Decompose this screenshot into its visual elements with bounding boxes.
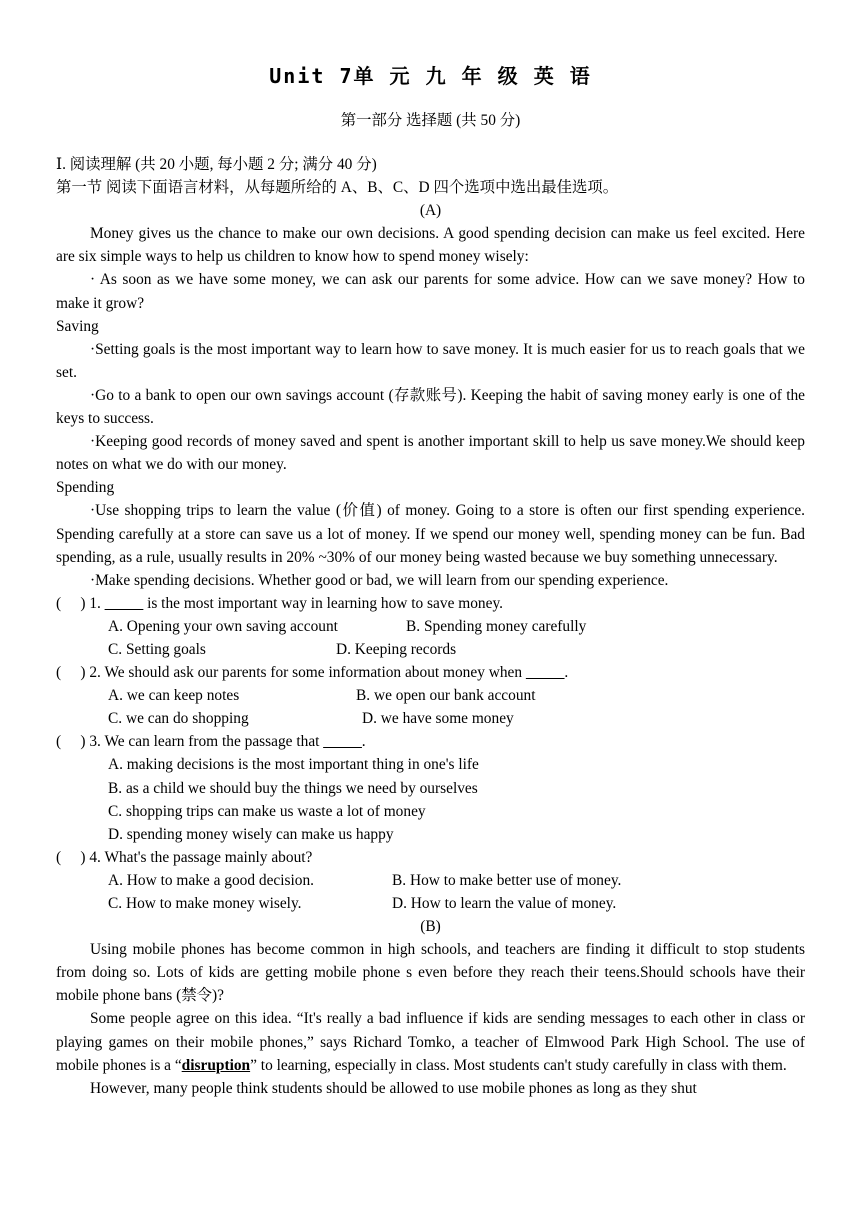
- page-title: Unit 7单 元 九 年 级 英 语: [269, 64, 592, 88]
- question-2-options-row: [56, 707, 805, 730]
- option-b: B. we open our bank account: [356, 687, 536, 705]
- option-a: A. How to make a good decision.: [108, 871, 315, 889]
- question-4: ( ) 4. What's the passage mainly about?: [56, 848, 313, 866]
- underlined-word: disruption: [181, 1056, 251, 1074]
- section-instruction: 第一节 阅读下面语言材料，从每题所给的 A、B、C、D 四个选项中选出最佳选项。: [56, 179, 619, 197]
- question-1: ( ) 1. _____ is the most important way in learning how to save money.: [56, 594, 503, 612]
- option-c: C. shopping trips can make us waste a lot of money: [108, 802, 426, 820]
- option-b: B. Spending money carefully: [406, 617, 587, 635]
- option-a: A. we can keep notes: [108, 687, 240, 705]
- passage-b-paragraph: However, many people think students should be allowed to use mobile phones as long as they shut: [90, 1079, 697, 1097]
- question-2: ( ) 2. We should ask our parents for some information about money when _____.: [56, 664, 569, 682]
- passage-a-label: (A): [419, 202, 442, 220]
- passage-a-paragraph: ·Make spending decisions. Whether good or bad, we will learn from our spending experience.: [90, 571, 669, 589]
- passage-a-paragraph: ·Keeping good records of money saved and spent is another important skill to help us save money.We should keep notes on what we do with our money.: [56, 433, 805, 474]
- option-c: C. Setting goals: [108, 640, 206, 658]
- passage-a-paragraph: ·Use shopping trips to learn the value (价值) of money. Going to a store is often our first spending experience. Spending carefully at a store can save us a lot of money. If we spend our money well, spending money can be fun. Bad spending, as a rule, usually results in 20% ~30% of our money being wasted because we buy something unnecessary.: [56, 502, 805, 566]
- question-1-options-row: [56, 615, 805, 638]
- option-a: A. making decisions is the most important thing in one's life: [108, 756, 479, 774]
- question-4-options-row: [56, 869, 805, 892]
- subheading-saving: Saving: [56, 317, 99, 335]
- option-c: C. we can do shopping: [108, 710, 249, 728]
- option-a: A. Opening your own saving account: [108, 617, 338, 635]
- option-b: B. How to make better use of money.: [392, 871, 622, 889]
- passage-a-paragraph: ·Go to a bank to open our own savings account (存款账号). Keeping the habit of saving money early is one of the keys to success.: [56, 386, 805, 428]
- question-3: ( ) 3. We can learn from the passage that _____.: [56, 733, 366, 751]
- passage-b-label: (B): [420, 918, 441, 936]
- section-heading: Ⅰ. 阅读理解 (共 20 小题, 每小题 2 分; 满分 40 分): [56, 156, 377, 173]
- subheading-spending: Spending: [56, 479, 115, 497]
- passage-a-paragraph: Money gives us the chance to make our own decisions. A good spending decision can make us feel excited. Here are six simple ways to help us children to know how to spend money wisely:: [56, 225, 805, 266]
- option-d: D. spending money wisely can make us happy: [108, 825, 394, 843]
- passage-b-paragraph: Some people agree on this idea. “It's really a bad influence if kids are sending messages to each other in class or playing games on their mobile phones,” says Richard Tomko, a teacher of Elmwood Park High School. The use of mobile phones is a “disruption” to learning, especially in class. Most students can't study carefully in class with them.: [56, 1010, 805, 1074]
- passage-a-paragraph: ·Setting goals is the most important way to learn how to save money. It is much easier for us to reach goals that we set.: [56, 340, 805, 381]
- question-4-options-row: [56, 892, 805, 915]
- passage-a-paragraph: · As soon as we have some money, we can ask our parents for some advice. How can we save money? How to make it grow?: [56, 271, 805, 312]
- question-1-options-row: [56, 638, 805, 661]
- passage-b-paragraph: Using mobile phones has become common in high schools, and teachers are finding it difficult to stop students from doing so. Lots of kids are getting mobile phone s even before they reach their teens.Should schools have their mobile phone bans (禁令)?: [56, 941, 805, 1005]
- option-c: C. How to make money wisely.: [108, 895, 302, 912]
- option-b: B. as a child we should buy the things we need by ourselves: [108, 779, 478, 797]
- option-d: D. we have some money: [362, 710, 514, 728]
- option-d: D. How to learn the value of money.: [392, 895, 617, 912]
- option-d: D. Keeping records: [336, 640, 457, 658]
- part-subtitle: 第一部分 选择题 (共 50 分): [340, 112, 521, 129]
- question-2-options-row: [56, 684, 805, 707]
